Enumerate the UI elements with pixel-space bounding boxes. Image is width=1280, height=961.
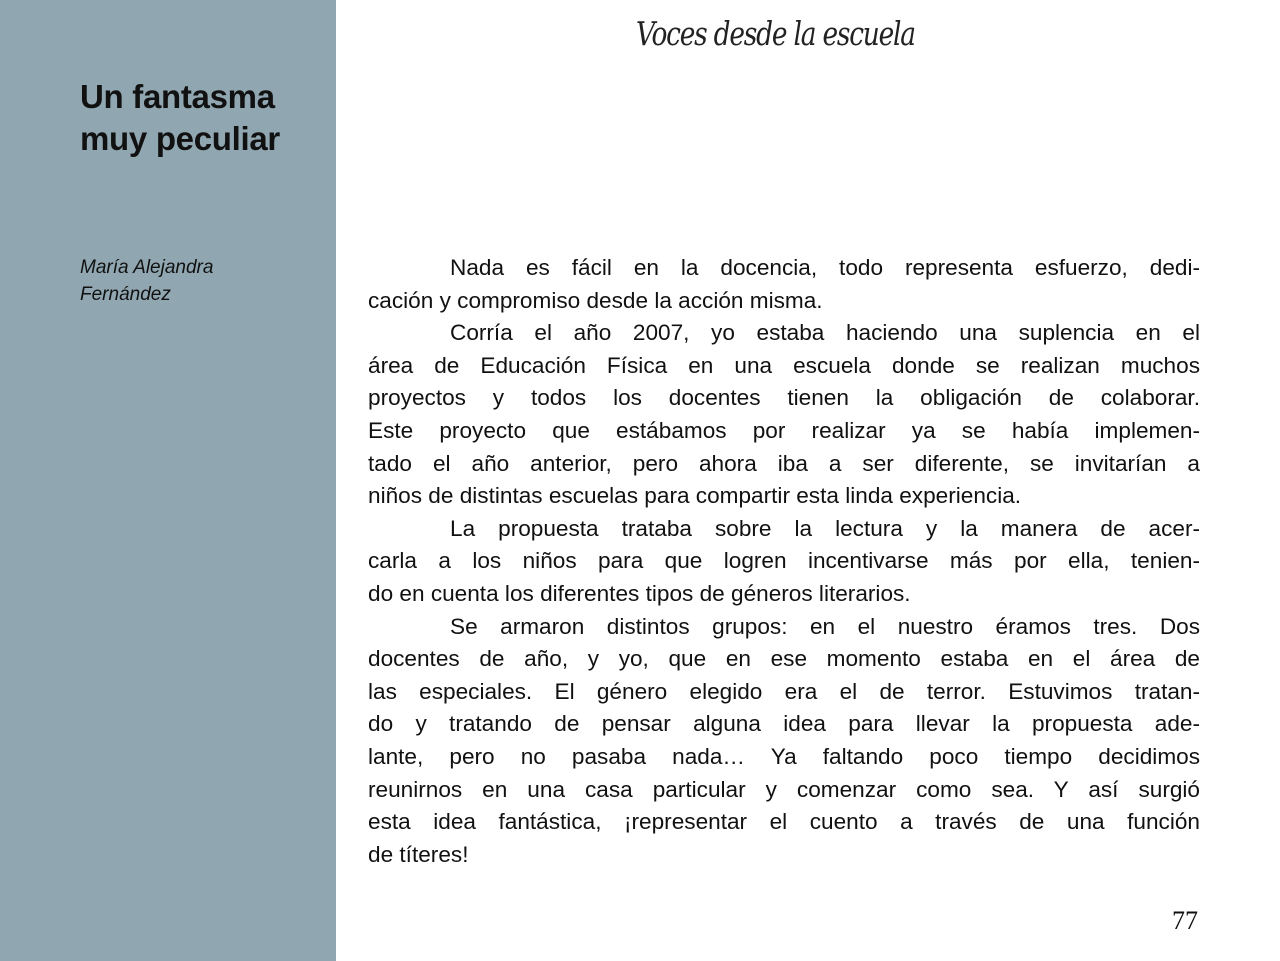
paragraph bbox=[368, 513, 1200, 611]
author-line: Fernández bbox=[80, 284, 171, 305]
author-line: María Alejandra bbox=[80, 257, 214, 278]
sidebar-panel bbox=[0, 0, 336, 961]
text-line: cación y compromiso desde la acción misma. bbox=[368, 287, 823, 313]
text-line: lante, pero no pasaba nada… Ya faltando poco tiempo decidimos bbox=[368, 743, 1200, 769]
running-header: Voces desde la escuela bbox=[636, 14, 915, 53]
text-line: Corría el año 2007, yo estaba haciendo una suplencia en el bbox=[450, 320, 1200, 346]
text-line: proyectos y todos los docentes tienen la obligación de colaborar. bbox=[368, 385, 1200, 411]
text-line: docentes de año, y yo, que en ese momento estaba en el área de bbox=[368, 646, 1200, 672]
text-line: do en cuenta los diferentes tipos de géneros literarios. bbox=[368, 580, 911, 606]
text-line: Se armaron distintos grupos: en el nuestro éramos tres. Dos bbox=[450, 613, 1200, 639]
paragraph bbox=[368, 317, 1200, 513]
author-name bbox=[80, 254, 213, 308]
paragraph bbox=[368, 252, 1200, 317]
text-line: esta idea fantástica, ¡representar el cuento a través de una función bbox=[368, 809, 1200, 835]
text-line: do y tratando de pensar alguna idea para llevar la propuesta ade- bbox=[368, 711, 1200, 737]
page-number: 77 bbox=[1172, 906, 1198, 935]
text-line: Este proyecto que estábamos por realizar ya se había implemen- bbox=[368, 417, 1200, 443]
story-title bbox=[80, 76, 280, 160]
paragraph bbox=[368, 611, 1200, 872]
text-line: área de Educación Física en una escuela donde se realizan muchos bbox=[368, 352, 1200, 378]
title-line: muy peculiar bbox=[80, 120, 280, 157]
text-line: Nada es fácil en la docencia, todo representa esfuerzo, dedi- bbox=[450, 255, 1200, 280]
text-line: tado el año anterior, pero ahora iba a ser diferente, se invitarían a bbox=[368, 450, 1200, 476]
text-line: las especiales. El género elegido era el de terror. Estuvimos tratan- bbox=[368, 678, 1200, 704]
body-text bbox=[368, 252, 1200, 871]
text-line: de títeres! bbox=[368, 841, 469, 867]
text-line: reunirnos en una casa particular y comenzar como sea. Y así surgió bbox=[368, 776, 1200, 802]
text-line: La propuesta trataba sobre la lectura y la manera de acer- bbox=[450, 515, 1200, 541]
text-line: carla a los niños para que logren incentivarse más por ella, tenien- bbox=[368, 548, 1200, 574]
title-line: Un fantasma bbox=[80, 78, 275, 115]
text-line: niños de distintas escuelas para compartir esta linda experiencia. bbox=[368, 483, 1022, 509]
